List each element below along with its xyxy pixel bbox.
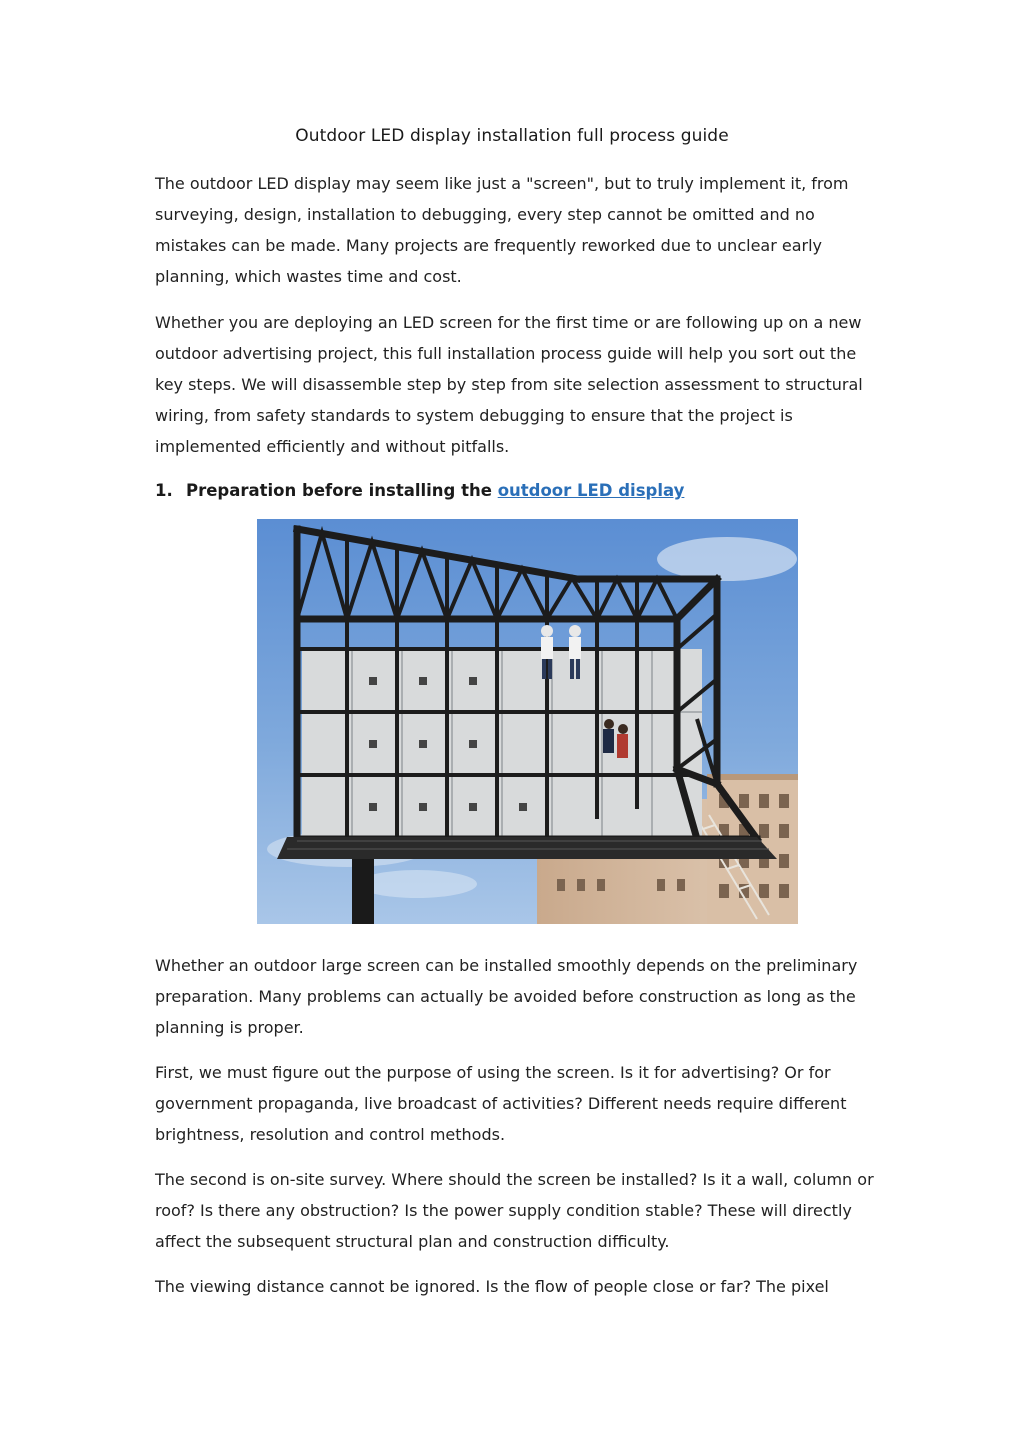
outdoor-led-display-link[interactable]: outdoor LED display xyxy=(497,481,685,500)
document-title: Outdoor LED display installation full process guide xyxy=(295,126,729,146)
body-paragraph-1: Whether an outdoor large screen can be installed smoothly depends on the preliminary preparation. Many problems can actually be avoided before construction as long as the planning is proper. xyxy=(155,956,858,1037)
body-paragraph-3: The second is on-site survey. Where should the screen be installed? Is it a wall, column or roof? Is there any obstruction? Is the power supply condition stable? These will directly affect the subsequent structural plan and construction difficulty. xyxy=(155,1170,874,1251)
section-1-heading-text: Preparation before installing the xyxy=(186,481,498,500)
intro-paragraph-2: Whether you are deploying an LED screen for the first time or are following up on a new outdoor advertising project, this full installation process guide will help you sort out the key steps. We will disassemble step by step from site selection assessment to structural wiring, from safety standards to system debugging to ensure that the project is implemented efficiently and without pitfalls. xyxy=(155,313,863,456)
led-modules xyxy=(302,649,702,839)
body-paragraph-2: First, we must figure out the purpose of using the screen. Is it for advertising? Or for government propaganda, live broadcast of activities? Different needs require different brightness, resolution and control methods. xyxy=(155,1063,847,1144)
led-installation-photo xyxy=(257,519,798,924)
section-1-heading xyxy=(155,478,684,504)
intro-paragraph-1: The outdoor LED display may seem like just a "screen", but to truly implement it, from surveying, design, installation to debugging, every step cannot be omitted and no mistakes can be made. Many projects are frequently reworked due to unclear early planning, which wastes time and cost. xyxy=(155,174,849,286)
section-1-number: 1. xyxy=(155,481,173,500)
support-pole xyxy=(352,849,374,924)
platform xyxy=(277,837,777,859)
body-paragraph-4: The viewing distance cannot be ignored. Is the flow of people close or far? The pixel xyxy=(155,1277,829,1296)
